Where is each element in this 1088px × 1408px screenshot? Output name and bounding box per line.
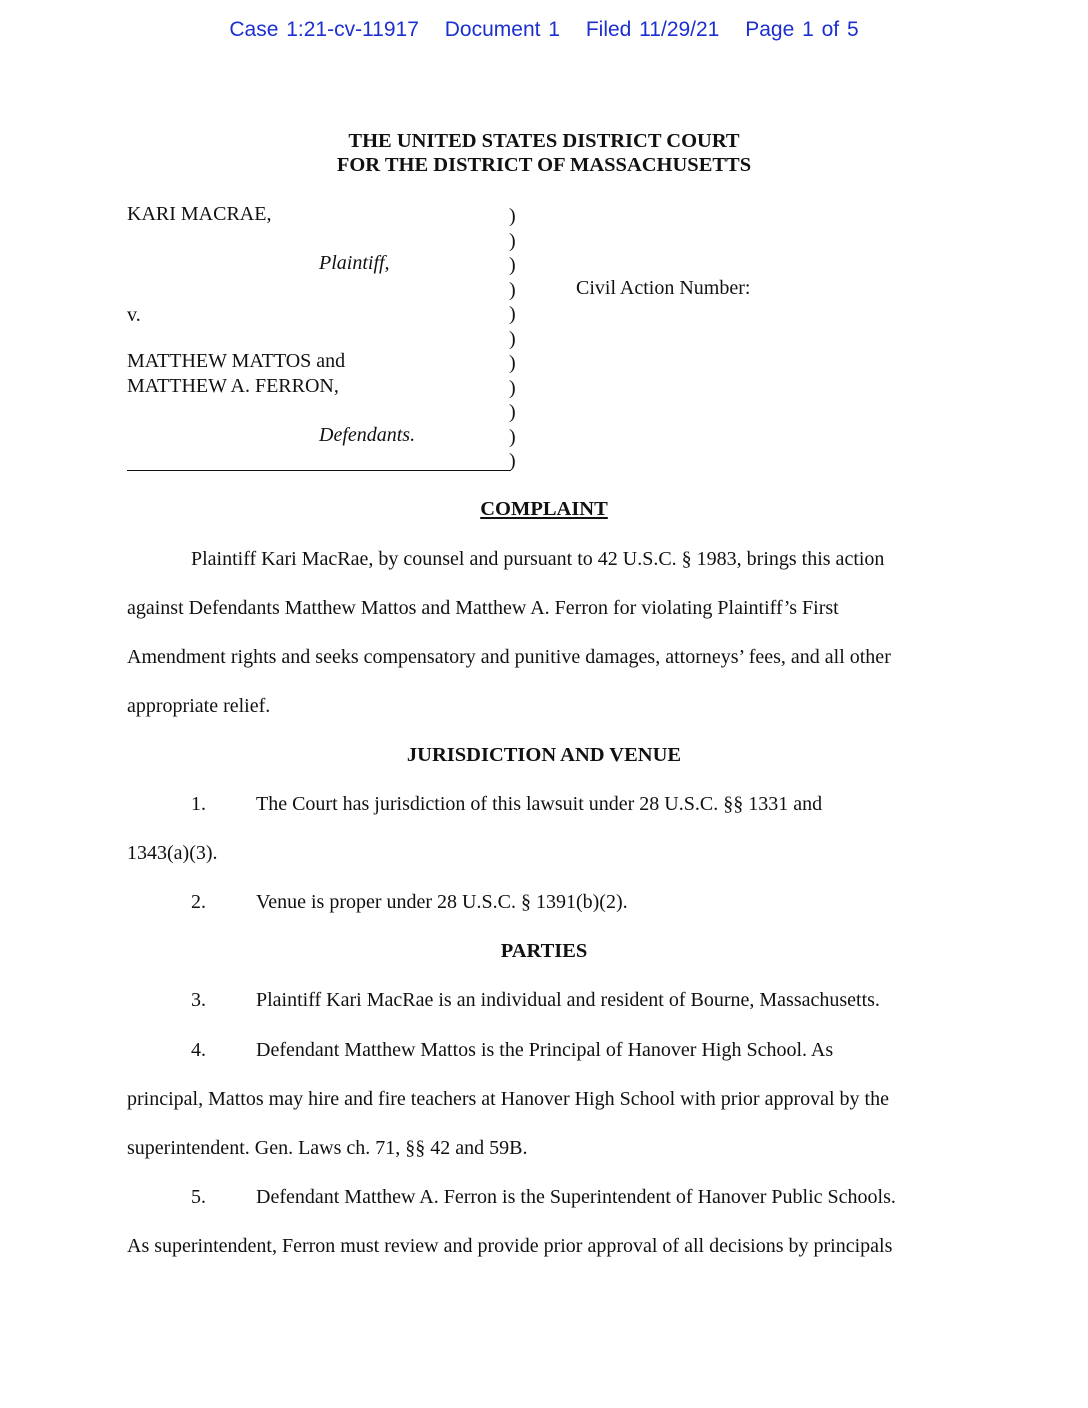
defendant-role: Defendants. [319,424,416,446]
intro-line: Plaintiff Kari MacRae, by counsel and pursuant to 42 U.S.C. § 1983, brings this action [191,548,885,570]
case-number: Case 1:21-cv-11917 [229,18,419,41]
paragraph-text: principal, Mattos may hire and fire teachers at Hanover High School with prior approval by the [127,1088,889,1110]
caption-paren: ) [509,401,516,423]
intro-line: against Defendants Matthew Mattos and Matthew A. Ferron for violating Plaintiff’s First [127,597,839,619]
caption-rule [127,470,511,471]
paragraph-number: 5. [191,1186,206,1208]
filed-date: Filed 11/29/21 [585,18,720,41]
plaintiff-role: Plaintiff, [319,252,390,274]
intro-line: appropriate relief. [127,695,271,717]
caption-paren: ) [509,450,516,472]
ecf-header-stamp [0,18,1088,42]
paragraph-text: Venue is proper under 28 U.S.C. § 1391(b)(2). [256,891,628,913]
paragraph-number: 4. [191,1039,206,1061]
paragraph-text: Defendant Matthew Mattos is the Principal of Hanover High School. As [256,1039,834,1061]
paragraph-text: The Court has jurisdiction of this lawsuit under 28 U.S.C. §§ 1331 and [256,793,823,815]
caption-paren: ) [509,425,516,448]
court-title-line2: FOR THE DISTRICT OF MASSACHUSETTS [336,154,752,176]
paragraph-number: 3. [191,989,206,1011]
versus: v. [127,304,141,326]
caption-paren: ) [509,229,516,252]
paragraph-number: 1. [191,793,206,815]
caption-paren: ) [509,205,516,227]
caption-paren: ) [509,376,516,399]
page-indicator: Page 1 of 5 [745,18,859,41]
document-number: Document 1 [444,18,560,41]
court-title-line1: THE UNITED STATES DISTRICT COURT [348,130,740,152]
civil-action-label: Civil Action Number: [576,277,751,299]
defendant-name-line2: MATTHEW A. FERRON, [127,375,339,397]
caption-paren: ) [509,303,516,325]
caption-paren: ) [509,254,516,276]
paragraph-number: 2. [191,891,206,913]
complaint-heading [0,498,1088,521]
paragraph-text: 1343(a)(3). [127,842,218,864]
caption-paren: ) [509,352,516,374]
paragraph-text: superintendent. Gen. Laws ch. 71, §§ 42 and 59B. [127,1137,528,1159]
plaintiff-name: KARI MACRAE, [127,203,272,225]
jurisdiction-heading: JURISDICTION AND VENUE [406,744,682,766]
caption-paren: ) [509,278,516,301]
paragraph-text: As superintendent, Ferron must review and provide prior approval of all decisions by principals [127,1235,893,1257]
defendant-name-line1: MATTHEW MATTOS and [127,350,346,372]
complaint-title: COMPLAINT [480,498,608,520]
parties-heading: PARTIES [500,940,588,962]
paragraph-text: Defendant Matthew A. Ferron is the Superintendent of Hanover Public Schools. [256,1186,896,1208]
paragraph-text: Plaintiff Kari MacRae is an individual and resident of Bourne, Massachusetts. [256,989,880,1011]
caption-paren: ) [509,327,516,350]
intro-line: Amendment rights and seeks compensatory and punitive damages, attorneys’ fees, and all other [127,646,891,668]
caption-paren-column [509,204,516,474]
